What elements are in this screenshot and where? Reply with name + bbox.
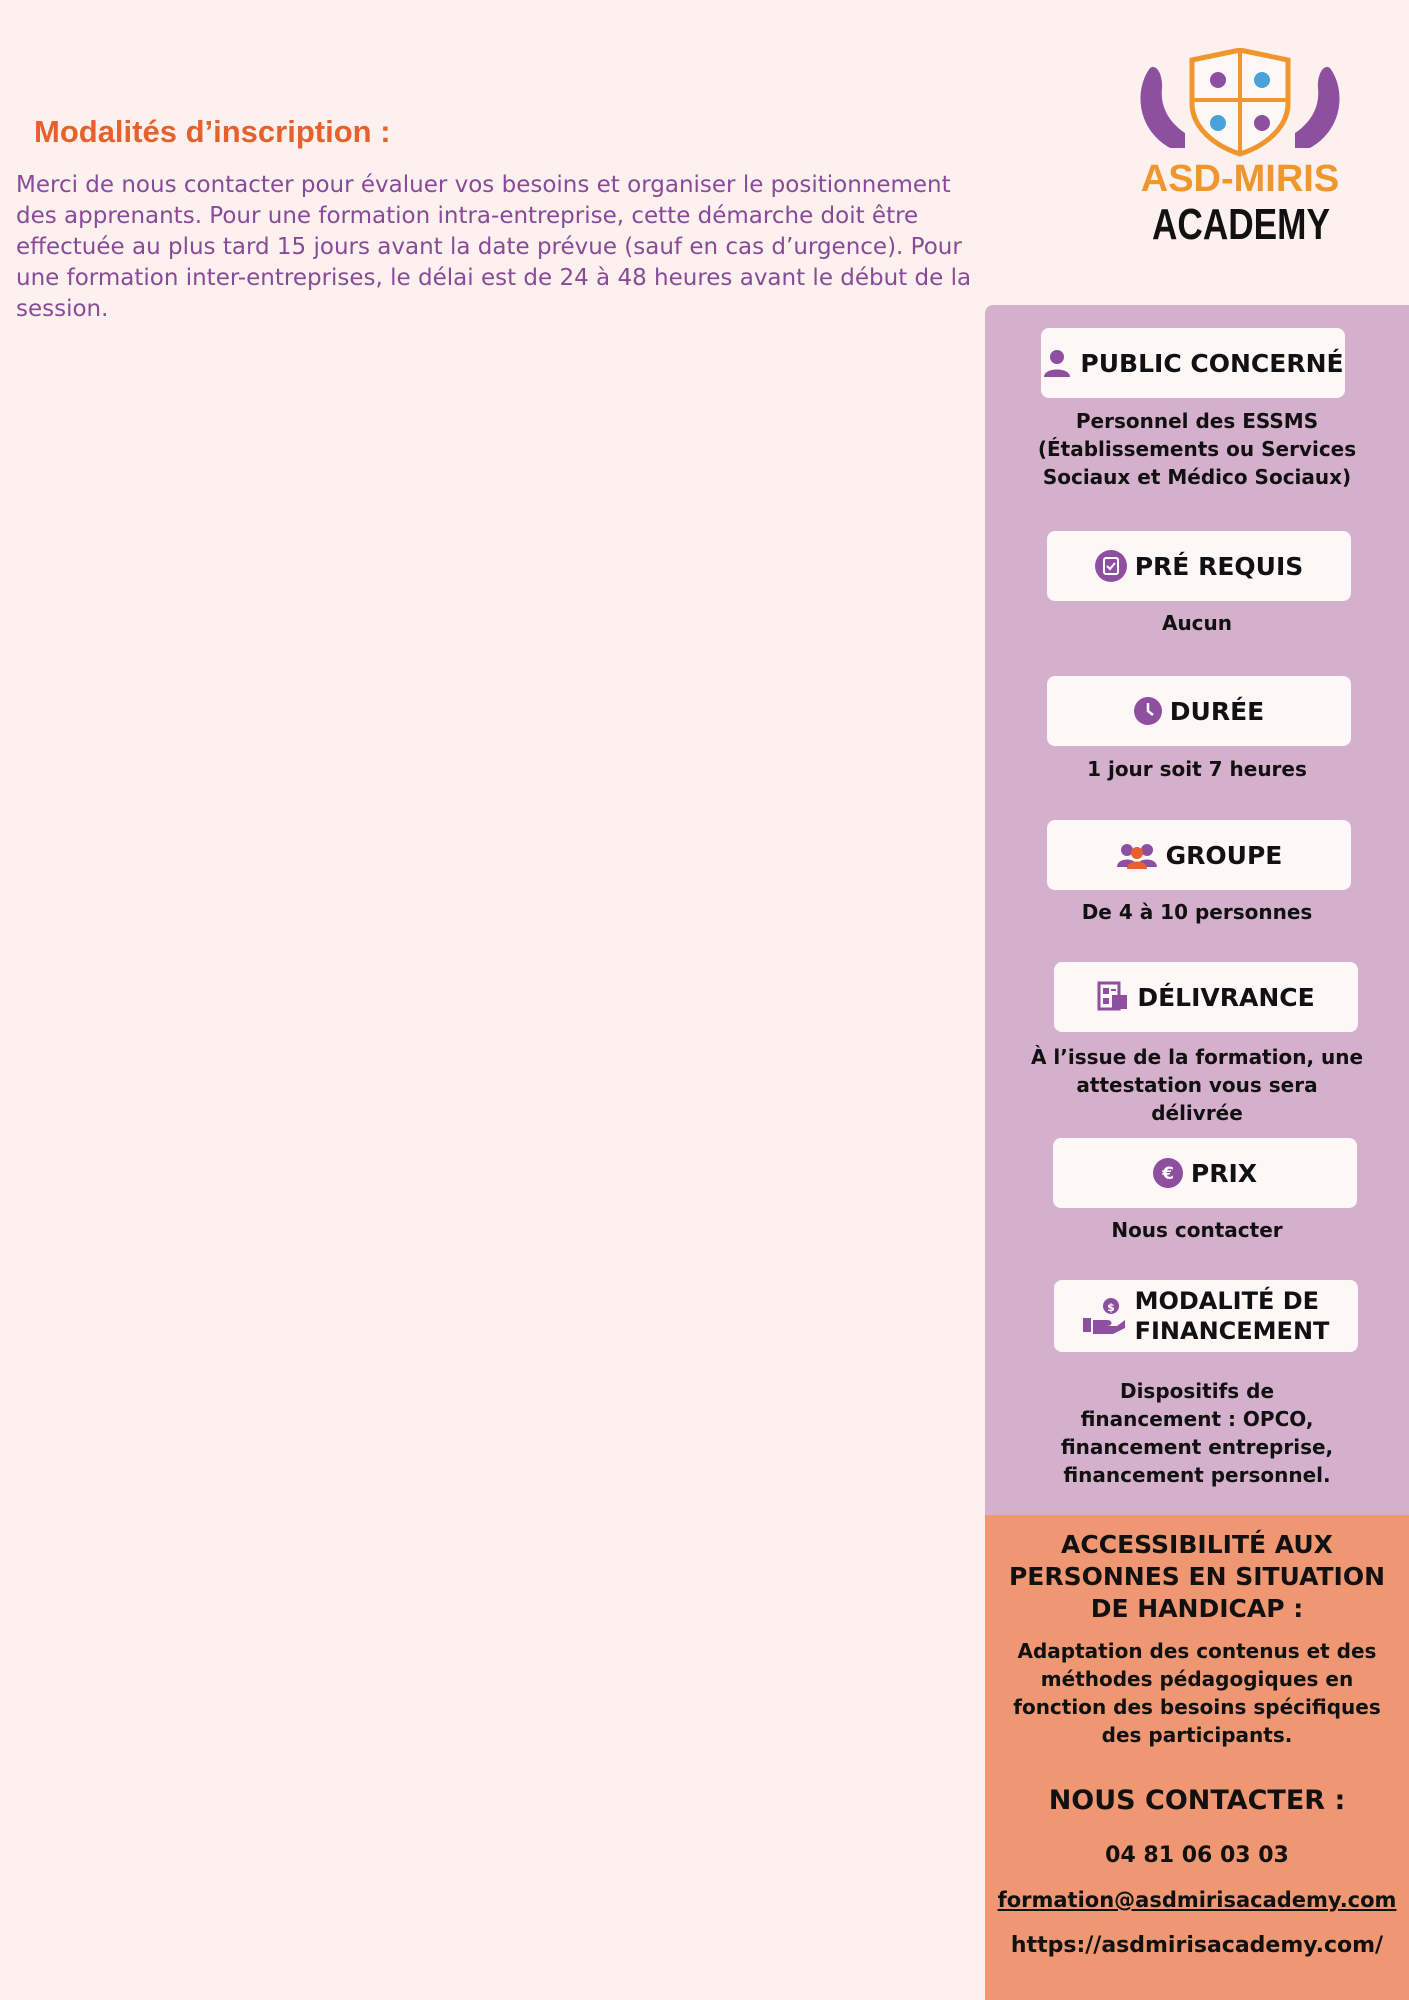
- group-icon: [1116, 841, 1158, 869]
- financement-label-line1: MODALITÉ DE: [1134, 1287, 1320, 1315]
- certificate-icon: [1097, 981, 1129, 1013]
- delivrance-label: DÉLIVRANCE: [1137, 982, 1315, 1012]
- groupe-label: GROUPE: [1165, 840, 1283, 870]
- duree-label-pill: [1047, 676, 1351, 746]
- page-title: Modalités d’inscription :: [34, 114, 391, 149]
- info-sidebar: [985, 305, 1409, 1515]
- prix-label: PRIX: [1190, 1158, 1258, 1188]
- prix-label-pill: [1053, 1138, 1357, 1208]
- logo-text-bottom: ACADEMY: [1152, 200, 1330, 249]
- prerequis-label: PRÉ REQUIS: [1134, 551, 1304, 581]
- prerequis-label-pill: [1047, 531, 1351, 601]
- logo-emblem-icon: [1130, 48, 1350, 158]
- groupe-value: De 4 à 10 personnes: [1081, 900, 1313, 924]
- accessibility-title: ACCESSIBILITÉ AUX PERSONNES EN SITUATION DE HANDICAP :: [1008, 1530, 1386, 1623]
- svg-text:$: $: [1106, 1301, 1115, 1314]
- prix-value: Nous contacter: [1111, 1218, 1283, 1242]
- contact-email-link[interactable]: formation@asdmirisacademy.com: [997, 1888, 1397, 1912]
- financement-label-pill: [1054, 1280, 1358, 1352]
- financement-label-line2: FINANCEMENT: [1134, 1317, 1330, 1345]
- contact-phone[interactable]: 04 81 06 03 03: [1105, 1843, 1289, 1868]
- money-hand-icon: [1083, 1296, 1127, 1336]
- public-label-pill: [1041, 328, 1345, 398]
- public-value: Personnel des ESSMS (Établissements ou Services Sociaux et Médico Sociaux): [1037, 409, 1357, 489]
- logo: [1130, 48, 1350, 248]
- accessibility-contact-block: [985, 1515, 1409, 2000]
- logo-text-top: ASD-MIRIS: [1140, 158, 1340, 200]
- contact-title: NOUS CONTACTER :: [1048, 1785, 1346, 1816]
- person-icon: [1042, 348, 1072, 378]
- delivrance-label-pill: [1054, 962, 1358, 1032]
- delivrance-value: À l’issue de la formation, une attestation vous sera délivrée: [1030, 1045, 1364, 1125]
- clipboard-check-icon: [1095, 550, 1127, 582]
- prerequis-value: Aucun: [1161, 611, 1233, 635]
- contact-website-link[interactable]: https://asdmirisacademy.com/: [1010, 1933, 1384, 1958]
- duree-label: DURÉE: [1169, 696, 1265, 726]
- financement-value: Dispositifs de financement : OPCO, financement entreprise, financement personnel.: [1060, 1379, 1334, 1487]
- groupe-label-pill: [1047, 820, 1351, 890]
- clock-icon: [1134, 697, 1162, 725]
- duree-value: 1 jour soit 7 heures: [1087, 757, 1307, 781]
- public-label: PUBLIC CONCERNÉ: [1080, 348, 1344, 378]
- euro-icon: [1153, 1158, 1183, 1188]
- accessibility-text: Adaptation des contenus et des méthodes pédagogiques en fonction des besoins spécifiques des participants.: [1013, 1639, 1381, 1747]
- registration-text: Merci de nous contacter pour évaluer vos besoins et organiser le positionnement des apprenants. Pour une formation intra-entreprise, cette démarche doit être effectuée au plus tard 15 jours avant la date prévue (sauf en cas d’urgence). Pour une formation inter-entreprises, le délai est de 24 à 48 heures avant le début de la session.: [16, 172, 972, 322]
- svg-text:€: €: [1162, 1164, 1174, 1184]
